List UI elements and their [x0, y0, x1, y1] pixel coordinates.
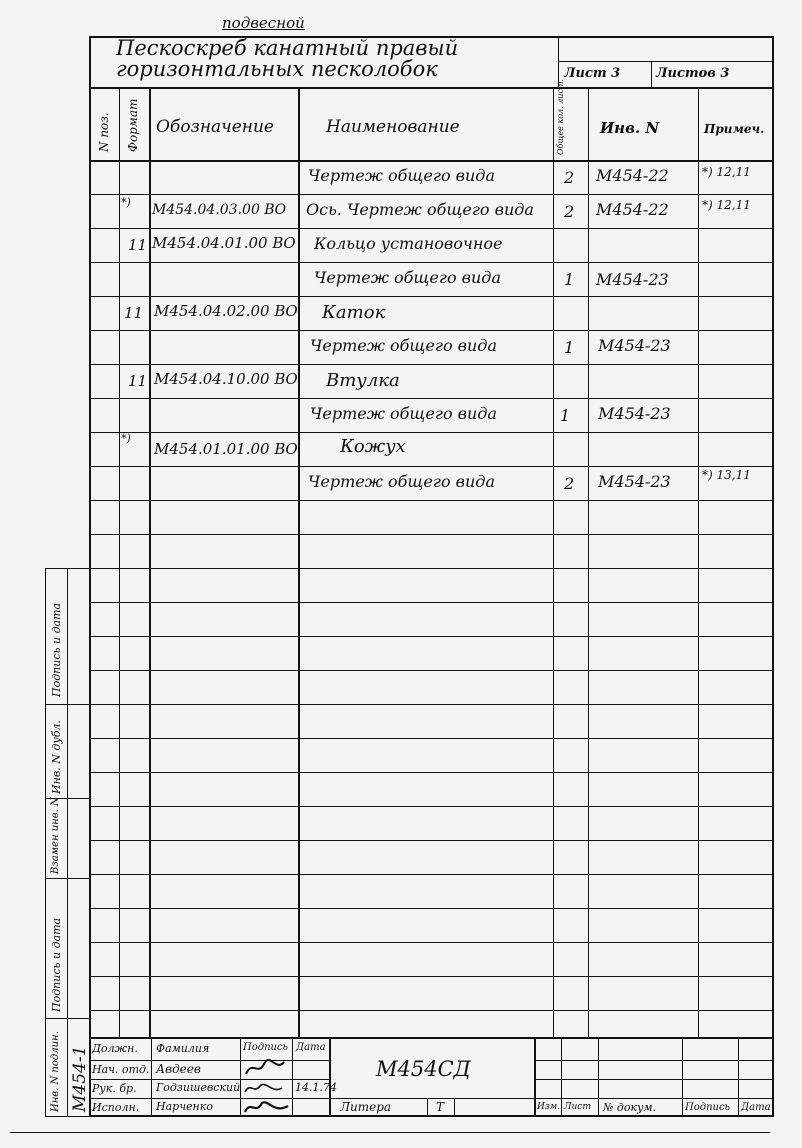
col-count: Общее кол. лист.	[556, 78, 565, 155]
document-frame	[89, 36, 774, 1117]
row-designation: М454.04.01.00 ВО	[152, 234, 296, 252]
page-edge-line	[10, 1132, 770, 1133]
side-inv-podl: Инв. N подлин.	[50, 1031, 61, 1112]
stamp-r2-name: Годзишевский	[156, 1081, 241, 1094]
stamp-list: Лист	[564, 1102, 591, 1112]
row-count: 1	[560, 406, 571, 425]
stamp-r3-role: Исполн.	[92, 1101, 140, 1114]
row-designation: М454.04.03.00 ВО	[152, 202, 287, 218]
side-sign-date-1: Подпись и дата	[50, 602, 63, 697]
row-inv: М454-23	[598, 472, 671, 491]
top-note: подвесной	[222, 14, 305, 32]
sheet-label: Лист 3	[564, 66, 621, 81]
row-count: 2	[564, 168, 575, 187]
col-designation: Обозначение	[156, 117, 274, 137]
col-format: Формат	[126, 98, 140, 152]
row-name: Кольцо установочное	[314, 234, 503, 253]
row-name: Кожух	[340, 436, 406, 457]
stamp-date: Дата	[741, 1102, 771, 1113]
row-format: 11	[128, 236, 148, 254]
title-line-2: горизонтальных песколобок	[116, 57, 438, 81]
stamp-r2-role: Рук. бр.	[92, 1082, 137, 1095]
row-count: 1	[564, 270, 575, 289]
col-note: Примеч.	[704, 122, 765, 136]
row-inv: М454-23	[598, 336, 671, 355]
row-note: *) 12,11	[702, 165, 751, 179]
row-format: 11	[124, 304, 144, 322]
row-count: 1	[564, 338, 575, 357]
row-name: Ось. Чертеж общего вида	[306, 200, 534, 219]
row-format: 11	[128, 372, 148, 390]
stamp-r1-role: Нач. отд.	[92, 1063, 150, 1076]
side-sign-date-2: Подпись и дата	[50, 917, 63, 1012]
stamp-doc-code: М454СД	[376, 1057, 471, 1081]
signature-2	[242, 1078, 288, 1098]
row-name: Каток	[322, 302, 386, 323]
signature-3	[242, 1097, 292, 1117]
side-inv-dubl: Инв. N дубл.	[50, 720, 63, 794]
side-vzam-inv: Взамен инв. N	[50, 797, 61, 874]
row-inv: М454-23	[596, 270, 669, 289]
row-inv: М454-22	[596, 200, 669, 219]
row-format: *)	[121, 432, 131, 445]
row-inv: М454-23	[598, 404, 671, 423]
row-name: Чертеж общего вида	[308, 166, 495, 185]
row-note: *) 13,11	[702, 468, 751, 482]
row-designation: М454.04.02.00 ВО	[154, 302, 298, 320]
stamp-izm: Изм.	[537, 1102, 561, 1112]
row-name: Чертеж общего вида	[314, 268, 501, 287]
row-designation: М454.01.01.00 ВО	[154, 440, 298, 458]
row-note: *) 12,11	[702, 198, 751, 212]
stamp-sign: Подпись	[685, 1102, 731, 1113]
stamp-litera-val: Т	[436, 1100, 445, 1114]
stamp-h-sign: Подпись	[243, 1042, 289, 1053]
stamp-r3-name: Нарченко	[156, 1100, 213, 1113]
col-name: Наименование	[326, 117, 460, 137]
stamp-r2-date: 14.1.74	[295, 1081, 337, 1094]
row-format: *)	[121, 196, 131, 209]
row-name: Чертеж общего вида	[310, 336, 497, 355]
col-inv: Инв. N	[600, 119, 660, 137]
stamp-h-date: Дата	[296, 1042, 326, 1053]
row-count: 2	[564, 202, 575, 221]
signature-1	[242, 1058, 288, 1078]
row-inv: М454-22	[596, 166, 669, 185]
stamp-h-role: Должн.	[92, 1042, 138, 1055]
row-count: 2	[564, 474, 575, 493]
stamp-h-name: Фамилия	[156, 1042, 210, 1055]
side-code: М454-1	[70, 1045, 90, 1112]
row-designation: М454.04.10.00 ВО	[154, 370, 298, 388]
stamp-litera: Литера	[340, 1100, 392, 1114]
stamp-ndoc: № докум.	[603, 1101, 657, 1114]
col-pos: N поз.	[97, 112, 111, 152]
row-name: Чертеж общего вида	[310, 404, 497, 423]
title-line-1: Пескоскреб канатный правый	[116, 36, 459, 60]
stamp-r1-name: Авдеев	[156, 1062, 201, 1076]
sheets-label: Листов 3	[656, 66, 730, 81]
row-name: Втулка	[326, 370, 400, 391]
row-name: Чертеж общего вида	[308, 472, 495, 491]
